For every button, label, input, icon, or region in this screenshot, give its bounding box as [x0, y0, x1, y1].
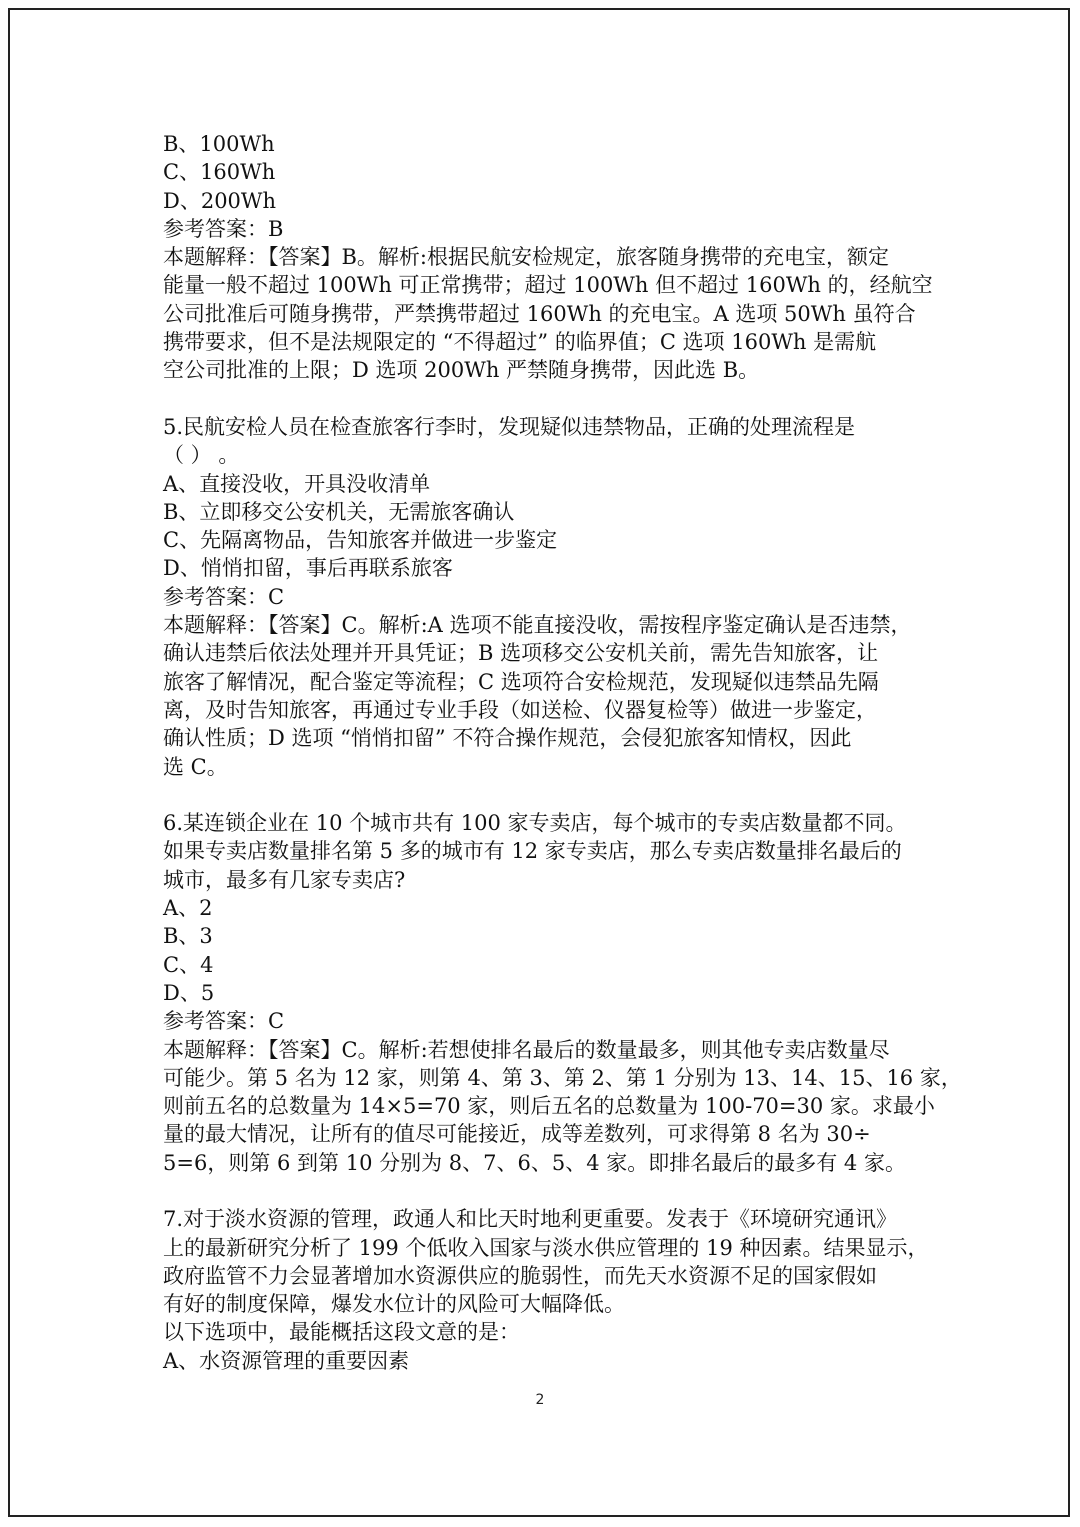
option-a: A、2	[163, 896, 213, 921]
explanation-line: 旅客了解情况，配合鉴定等流程；C 选项符合安检规范，发现疑似违禁品先隔	[163, 669, 879, 694]
question-text: 上的最新研究分析了 199 个低收入国家与淡水供应管理的 19 种因素。结果显示，	[163, 1235, 929, 1260]
question-prompt: 以下选项中，最能概括这段文意的是：	[163, 1320, 520, 1345]
option-a: A、直接没收，开具没收清单	[163, 471, 431, 496]
explanation-line: 选 C。	[163, 754, 228, 779]
explanation-line: 确认违禁后依法处理并开具凭证；B 选项移交公安机关前，需先告知旅客，让	[163, 641, 879, 666]
question-text: 如果专卖店数量排名第 5 多的城市有 12 家专卖店，那么专卖店数量排名最后的	[163, 839, 902, 864]
option-b: B、立即移交公安机关，无需旅客确认	[163, 499, 515, 524]
explanation-line: 空公司批准的上限；D 选项 200Wh 严禁随身携带，因此选 B。	[163, 358, 760, 383]
reference-answer: 参考答案：B	[163, 216, 284, 241]
explanation-line: 确认性质；D 选项 “悄悄扣留” 不符合操作规范，会侵犯旅客知情权，因此	[163, 726, 852, 751]
explanation-line: 本题解释：【答案】C。解析:若想使排名最后的数量最多，则其他专卖店数量尽	[163, 1037, 890, 1062]
explanation-line: 能量一般不超过 100Wh 可正常携带；超过 100Wh 但不超过 160Wh 的，经航空	[163, 273, 933, 298]
question-text: （ ） 。	[163, 443, 240, 468]
option-a: A、水资源管理的重要因素	[163, 1348, 410, 1373]
question-text: 政府监管不力会显著增加水资源供应的脆弱性，而先天水资源不足的国家假如	[163, 1263, 877, 1288]
option-c: C、4	[163, 952, 214, 977]
explanation-line: 则前五名的总数量为 14×5=70 家，则后五名的总数量为 100-70=30 家。求最小	[163, 1094, 935, 1119]
option-b: B、100Wh	[163, 132, 275, 156]
option-b: B、3	[163, 924, 213, 949]
option-d: D、200Wh	[163, 188, 277, 213]
question-6-block	[163, 809, 962, 1177]
option-c: C、先隔离物品，告知旅客并做进一步鉴定	[163, 528, 558, 553]
question-text: 5.民航安检人员在检查旅客行李时，发现疑似违禁物品，正确的处理流程是	[163, 414, 856, 439]
explanation-line: 本题解释：【答案】B。解析:根据民航安检规定，旅客随身携带的充电宝，额定	[163, 245, 890, 270]
reference-answer: 参考答案：C	[163, 584, 285, 609]
question-4-block	[163, 130, 933, 385]
explanation-line: 本题解释：【答案】C。解析:A 选项不能直接没收，需按程序鉴定确认是否违禁，	[163, 613, 912, 638]
option-d: D、5	[163, 980, 215, 1005]
explanation-line: 5=6，则第 6 到第 10 分别为 8、7、6、5、4 家。即排名最后的最多有 4 家。	[163, 1150, 906, 1175]
page-number: 2	[535, 1392, 545, 1408]
reference-answer: 参考答案：C	[163, 1009, 285, 1034]
option-d: D、悄悄扣留，事后再联系旅客	[163, 556, 453, 581]
question-text: 7.对于淡水资源的管理，政通人和比天时地利更重要。发表于《环境研究通讯》	[163, 1207, 898, 1232]
question-text: 6.某连锁企业在 10 个城市共有 100 家专卖店，每个城市的专卖店数量都不同。	[163, 811, 907, 836]
question-5-block	[163, 413, 923, 781]
explanation-line: 携带要求，但不是法规限定的 “不得超过” 的临界值；C 选项 160Wh 是需航	[163, 330, 877, 355]
question-text: 城市，最多有几家专卖店?	[163, 867, 406, 892]
explanation-line: 离，及时告知旅客，再通过专业手段（如送检、仪器复检等）做进一步鉴定，	[163, 697, 877, 722]
question-7-block	[163, 1205, 929, 1375]
document-body	[163, 130, 962, 1375]
explanation-line: 可能少。第 5 名为 12 家，则第 4、第 3、第 2、第 1 分别为 13、14、15、16 家，	[163, 1065, 962, 1090]
question-text: 有好的制度保障，爆发水位计的风险可大幅降低。	[163, 1292, 625, 1317]
spacer	[163, 385, 923, 413]
explanation-line: 公司批准后可随身携带，严禁携带超过 160Wh 的充电宝。A 选项 50Wh 虽符合	[163, 301, 916, 326]
spacer	[163, 1177, 923, 1205]
option-c: C、160Wh	[163, 160, 276, 185]
spacer	[163, 781, 923, 809]
explanation-line: 量的最大情况，让所有的值尽可能接近，成等差数列，可求得第 8 名为 30÷	[163, 1122, 871, 1147]
